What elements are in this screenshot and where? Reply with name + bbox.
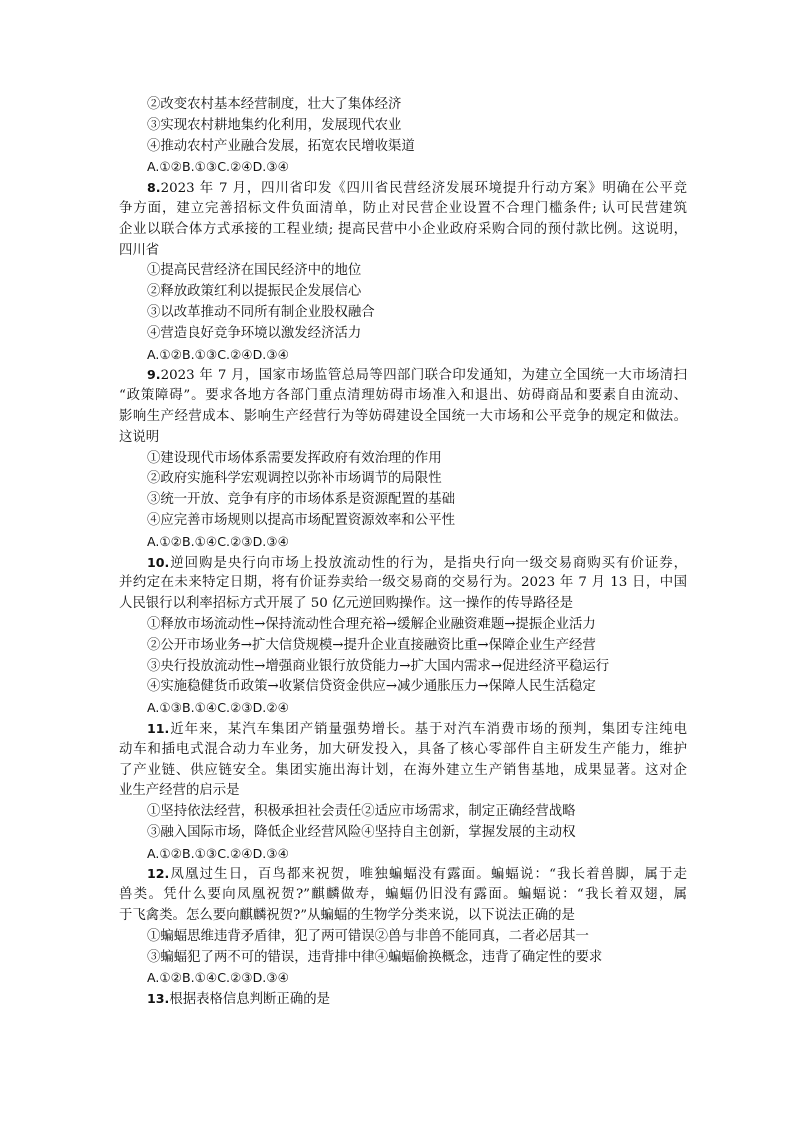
exam-page [119, 95, 687, 1010]
question-stem-line: 争方面，建立完善招标文件负面清单，防止对民营企业设置不合理门槛条件; 认可民营建筑 [119, 200, 687, 216]
answer-choices: A.①③B.①④C.②③D.②④ [147, 700, 289, 716]
answer-choices: A.①②B.①④C.②③D.③④ [147, 970, 289, 986]
question-12 [119, 864, 687, 989]
option-line: ②政府实施科学宏观调控以弥补市场调节的局限性 [147, 471, 442, 487]
question-stem-line: 并约定在未来特定日期，将有价证券卖给一级交易商的交易行为。2023 年 7 月 13 日，中国 [119, 575, 687, 591]
option-line: ③以改革推动不同所有制企业股权融合 [147, 304, 375, 320]
option-line: ②改变农村基本经营制度，壮大了集体经济 [147, 97, 402, 112]
question-10 [119, 553, 687, 719]
question-stem-line: 11.近年来，某汽车集团产销量强势增长。基于对汽车消费市场的预判，集团专注纯电 [147, 720, 687, 737]
option-line: ①坚持依法经营，积极承担社会责任②适应市场需求，制定正确经营战略 [147, 804, 576, 820]
answer-choices: A.①②B.①③C.②④D.③④ [147, 845, 289, 861]
question-stem-line: 13.根据表格信息判断正确的是 [147, 991, 330, 1008]
question-number: 13. [147, 991, 170, 1007]
question-stem-line: 10.逆回购是央行向市场上投放流动性的行为，是指央行向一级交易商购买有价证券， [147, 554, 687, 571]
question-stem-line: 于飞禽类。怎么要向麒麟祝贺?”从蝙蝠的生物学分类来说，以下说法正确的是 [119, 908, 575, 924]
question-stem-line: 兽类。凭什么要向凤凰祝贺?”麒麟做寿，蝙蝠仍旧没有露面。蝙蝠说：“我长着双翅，属 [119, 887, 687, 903]
option-line: ③蝙蝠犯了两不可的错误，违背排中律④蝙蝠偷换概念，违背了确定性的要求 [147, 949, 603, 965]
question-stem-line: 动车和插电式混合动力车业务，加大研发投入，具备了核心零部件自主研发生产能力，维护 [119, 741, 687, 757]
option-line: ④营造良好竞争环境以激发经济活力 [147, 325, 362, 341]
question-stem-line: “政策障碍”。要求各地方各部门重点清理妨碍市场准入和退出、妨碍商品和要素自由流动、 [119, 388, 687, 404]
question-number: 10. [147, 554, 170, 570]
answer-choices: A.①②B.①③C.②④D.③④ [147, 159, 289, 175]
option-line: ②释放政策红利以提振民企发展信心 [147, 284, 362, 300]
question-9 [119, 365, 687, 552]
answer-choices: A.①②B.①④C.②③D.③④ [147, 533, 289, 549]
option-line: ①蝙蝠思维违背矛盾律，犯了两可错误②兽与非兽不能同真，二者必居其一 [147, 928, 589, 944]
option-line: ④应完善市场规则以提高市场配置资源效率和公平性 [147, 512, 455, 528]
question-stem-line: 9.2023 年 7 月，国家市场监管总局等四部门联合印发通知，为建立全国统一大市场清扫 [147, 367, 687, 384]
question-stem-line: 业生产经营的启示是 [119, 783, 240, 799]
option-line: ①释放市场流动性→保持流动性合理充裕→缓解企业融资难题→提振企业活力 [147, 616, 596, 632]
question-stem-line: 12.凤凰过生日，百鸟都来祝贺，唯独蝙蝠没有露面。蝙蝠说：“我长着兽脚，属于走 [147, 866, 687, 883]
question-number: 11. [147, 720, 170, 736]
question-stem-line: 这说明 [119, 429, 160, 445]
question-stem-line: 影响生产经营成本、影响生产经营行为等妨碍建设全国统一大市场和公平竞争的规定和做法。 [119, 408, 687, 424]
question-number: 8. [147, 180, 161, 196]
question-stem-line: 8.2023 年 7 月，四川省印发《四川省民营经济发展环境提升行动方案》明确在公平竞 [147, 180, 687, 197]
option-line: ④推动农村产业融合发展，拓宽农民增收渠道 [147, 138, 415, 154]
question-number: 12. [147, 866, 170, 882]
answer-choices: A.①②B.①③C.②④D.③④ [147, 346, 289, 362]
question-7-tail [119, 95, 687, 178]
question-stem-line: 企业以联合体方式承接的工程业绩; 提高民营中小企业政府采购合同的预付款比例。这说明， [119, 221, 687, 237]
question-11 [119, 719, 687, 865]
question-8 [119, 178, 687, 365]
question-13 [119, 989, 687, 1010]
option-line: ③融入国际市场，降低企业经营风险④坚持自主创新，掌握发展的主动权 [147, 824, 576, 840]
question-stem-line: 人民银行以利率招标方式开展了 50 亿元逆回购操作。这一操作的传导路径是 [119, 596, 574, 612]
option-line: ①建设现代市场体系需要发挥政府有效治理的作用 [147, 450, 442, 466]
question-stem-line: 四川省 [119, 242, 160, 258]
question-number: 9. [147, 367, 161, 383]
option-line: ①提高民营经济在国民经济中的地位 [147, 263, 362, 279]
option-line: ②公开市场业务→扩大信贷规模→提升企业直接融资比重→保障企业生产经营 [147, 637, 596, 653]
option-line: ④实施稳健货币政策→收紧信贷资金供应→减少通胀压力→保障人民生活稳定 [147, 679, 596, 695]
option-line: ③央行投放流动性→增强商业银行放贷能力→扩大国内需求→促进经济平稳运行 [147, 658, 610, 674]
option-line: ③实现农村耕地集约化利用，发展现代农业 [147, 117, 402, 133]
question-stem-line: 了产业链、供应链安全。集团实施出海计划，在海外建立生产销售基地，成果显著。这对企 [119, 762, 687, 778]
option-line: ③统一开放、竞争有序的市场体系是资源配置的基础 [147, 492, 455, 508]
